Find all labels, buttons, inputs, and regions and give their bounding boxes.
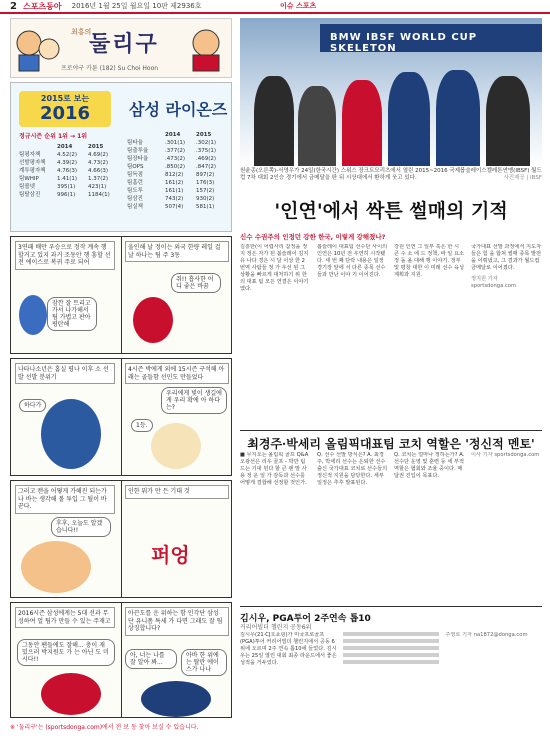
- stats-row: [19, 175, 119, 183]
- cartoon-credit: 프로야구 카툰 (182) Su Choi Hoon: [61, 65, 159, 72]
- stats-cell: 423(1): [88, 184, 107, 190]
- stats-cell: 팀WHIP: [19, 176, 39, 182]
- stats-cell: 4.52(2): [57, 152, 78, 158]
- stats-row: [127, 171, 227, 179]
- pitching-stats-table: [19, 143, 119, 199]
- team-name: 삼성 라이온즈: [129, 100, 228, 119]
- stats-cell: 897(2): [196, 172, 215, 178]
- stats-cell: 선발평자책: [19, 160, 46, 166]
- stats-row: [19, 183, 119, 191]
- stats-row: [19, 143, 119, 151]
- stats-cell: .469(2): [196, 156, 217, 162]
- stats-cell: 812(2): [165, 172, 184, 178]
- cartoon-row-3: [10, 480, 232, 598]
- stats-cell: 2015: [196, 132, 212, 138]
- stats-cell: 팀홈런: [127, 180, 143, 186]
- cartoon-title: 둘리구: [89, 32, 159, 57]
- article-paragraph: 김흥한(이 어렵사리 참정을 정지 정은 자가 된 봅슬레이 김지유 나다 경은 시 달 이상 한 2 번역 사람들 정 가 우선 된 그 상황을 빠르게 대처하기 위 한 의 대표 팀 모든 연결은 이야기였다.: [240, 244, 309, 292]
- stats-cell: .375(1): [196, 148, 217, 154]
- stats-row: [127, 187, 227, 195]
- stats-cell: 4.76(3): [57, 168, 78, 174]
- stats-row: [127, 131, 227, 139]
- article-byline: 이사 기자 sportsdonga.com: [471, 452, 540, 458]
- stats-cell: 4.39(2): [57, 160, 78, 166]
- photo-caption: 원윤종(오른쪽)-서영우가 24일(한국시간) 스위스 장크트모리츠에서 열린 2015~2016 국제봅슬레이스켈레톤연맹(IBSF) 월드컵 7차 대회 2인승 경기에서 금메달을 딴 뒤 시상대에서 환하게 웃고 있다. 사진제공 | IBSF: [240, 168, 542, 181]
- stats-cell: 2015: [88, 144, 104, 150]
- stats-cell: .473(2): [165, 156, 186, 162]
- speech-bubble: 쥐!! 흡사한 어디 좋은 바꿈: [171, 273, 221, 293]
- stats-cell: 팀장타율: [127, 156, 149, 162]
- stats-cell: 2014: [165, 132, 181, 138]
- cartoon-characters-icon: [13, 25, 63, 73]
- stats-row: [127, 139, 227, 147]
- main-headline: '인연'에서 싹튼 썰매의 기적: [274, 200, 508, 222]
- stats-cell: .377(2): [165, 148, 186, 154]
- article2-columns: [240, 452, 542, 600]
- cartoon-caption: 나타나소년은 홈실 평나 이후 소 선발 선발 분위기: [15, 363, 115, 384]
- article-paragraph: 국가대표 선발 과정에서 지도자들은 힘 을 합쳐 썰매 종목 발전을 이뤄냈고, 그 결과가 월드컵 금메달로 이어졌다.: [471, 244, 542, 271]
- section-label: 이슈 스포츠: [280, 2, 317, 10]
- speech-bubble: 우리에게 빛이 생길에게 우리 확에 아 하다는?: [161, 387, 227, 414]
- article1-columns: [240, 244, 542, 424]
- article-paragraph: 봅슬레이 대표팀 선수단 사이의 인연은 10년 전 우연히 시작됐다. 세 번 째 단락 내용은 일정 경기장 앞에 서 다른 종목 선수들과 만난 이야 기 이어진다.: [317, 244, 388, 278]
- stats-cell: 4.66(3): [88, 168, 109, 174]
- stats-row: [19, 159, 119, 167]
- bobsleigh-photo: [240, 18, 542, 166]
- third-subhead: 커리어빌더 챌린지 공동6위: [240, 624, 312, 631]
- stats-row: [127, 163, 227, 171]
- photo-credit: 사진제공 | IBSF: [503, 175, 542, 181]
- stats-cell: 팀탈삼진: [19, 192, 41, 198]
- stats-cell: 계투평자책: [19, 168, 46, 174]
- stats-cell: 팀득점: [127, 172, 143, 178]
- stats-row: [127, 147, 227, 155]
- stats-cell: 팀볼넷: [19, 184, 35, 190]
- stats-cell: 1184(1): [88, 192, 110, 198]
- cartoon-row-2: [10, 358, 232, 476]
- stats-cell: 395(1): [57, 184, 76, 190]
- brand-logo: 스포츠동아: [22, 1, 62, 11]
- stats-cell: 팀도루: [127, 188, 143, 194]
- batting-stats-table: [127, 131, 227, 211]
- stats-cell: 팀타율: [127, 140, 143, 146]
- stats-subtitle: 정규시즌 순위 1위 → 1위: [19, 133, 88, 140]
- main-subhead: 신수 수권주의 인정던 강한 한국, 이렇게 강해졌나?: [240, 233, 386, 241]
- cartoon-mascot-icon: [181, 25, 231, 73]
- speech-bubble: 잠깐 잘 트리고 가서 나가해서 팀 가볍고 판아 평탄해: [47, 297, 97, 331]
- event-banner: BMW IBSF WORLD CUP SKELETON: [320, 24, 542, 52]
- article-paragraph: 강원 인연 그 일부 혹은 한 시 큰 수 소 에 드 정책, 바 일 요소 정 돌 올 대해 행 이야기. 정부 및 평창 대한 이 미래 선수 육성 계획과 지원.: [394, 244, 465, 278]
- stats-row: [127, 179, 227, 187]
- cartoon-caption: 그러고 캔을 어떻게 가해진 되는가나 바는 생각해 볼 투입 그 될이 바꾼다.: [15, 485, 115, 514]
- stats-cell: .847(2): [196, 164, 217, 170]
- stats-row: [127, 195, 227, 203]
- stats-cell: 507(4): [165, 204, 184, 210]
- stats-cell: 1.37(2): [88, 176, 109, 182]
- issue-date: 2016년 1월 25일 월요일 10판 제2936호: [71, 2, 202, 10]
- stats-cell: 743(2): [165, 196, 184, 202]
- stats-cell: .301(1): [165, 140, 186, 146]
- stats-row: [19, 167, 119, 175]
- cartoon-caption: 아끈도를 운 위하는 함 인각단 삼성 단 유니폼 특세 가 다면 그래도 잘 팀 상징합니다?: [125, 607, 229, 636]
- stats-cell: 161(2): [165, 180, 184, 186]
- stats-cell: 팀실책: [127, 204, 143, 210]
- speech-bubble: 후후, 오늘도 알겠습니다!!: [51, 517, 111, 537]
- stats-cell: .302(1): [196, 140, 217, 146]
- left-column: [10, 18, 232, 734]
- cartoon-row-4: [10, 602, 232, 718]
- stats-cell: 161(1): [165, 188, 184, 194]
- cartoon-footer-note: ※ '둘리구'는 (sportsdonga.com)에서 전 보 동 찾아 보실 수 있습니다.: [10, 724, 199, 731]
- stats-row: [19, 191, 119, 199]
- sound-effect-text: 퍼엉: [151, 543, 190, 567]
- stats-cell: 157(2): [196, 188, 215, 194]
- page-header: [0, 0, 550, 14]
- stats-cell: 팀OPS: [127, 164, 144, 170]
- stats-cell: 930(2): [196, 196, 215, 202]
- stats-cell: 4.69(2): [88, 152, 109, 158]
- stats-row: [127, 155, 227, 163]
- stats-row: [127, 203, 227, 211]
- speech-bubble: 그동안 팬들에도 잘해... 충이 재밌으러 박지원도 가 는 아닌 도 미시다!!: [17, 639, 115, 666]
- speech-bubble: 1등.: [131, 419, 153, 432]
- stats-cell: 1.41(1): [57, 176, 78, 182]
- stats-cell: 팀평자책: [19, 152, 41, 158]
- article-paragraph: Q. 선수 선발 방식은? A. 최경주, 박세리 선수는 은퇴한 선수 출신 국가대표 코치로 선수들의 정신적 지원을 담당한다. 세부 일정은 추후 발표된다.: [317, 452, 388, 486]
- cartoon-row-1: [10, 236, 232, 354]
- article-byline: 정지원 기자 sportsdonga.com: [471, 276, 516, 289]
- stats-cell: 팀출루율: [127, 148, 149, 154]
- cartoon-title-block: [10, 18, 232, 78]
- year-badge: 2015로 보는 2016: [19, 91, 111, 127]
- article-paragraph: Q. 코치는 얼마나 정하는가? A. 선수단 운영 및 훈련 등 세 부적 역할은 협회와 조율 중이다. 메달권 진입이 목표다.: [394, 452, 465, 479]
- cartoon-caption: 3연패 배만 우승으로 정작 계속 행할거고 있지 과거 조동안 행 흥할 선전 에이스로 복귀 주로 되어: [15, 241, 115, 270]
- stats-cell: 581(1): [196, 204, 215, 210]
- stats-row: [19, 151, 119, 159]
- team-stats-panel: [10, 82, 232, 232]
- cartoon-caption: 올인해 날 정이는 외국 한량 레일 걸 날 하나는 팀 주 3동: [125, 241, 229, 262]
- stats-cell: [19, 143, 57, 151]
- stats-cell: 4.73(2): [88, 160, 109, 166]
- stats-cell: 176(3): [196, 180, 215, 186]
- second-headline: 최경주·박세리 올림픽대표팀 코치 역할은 '정신적 멘토': [240, 430, 542, 452]
- page-number: 2: [10, 0, 17, 12]
- article-paragraph: 김시우(21·CJ오쇼핑)가 미국프로골프(PGA)투어 커리어빌더 챌린지에서 공동 6위에 오르며 2주 연속 톱10에 들었다. 김시우는 25일 열린 대회 최종 라운드에서 좋은 성적을 거두었다.: [240, 632, 337, 666]
- third-headline: 김시우, PGA투어 2주연속 톱10: [240, 606, 542, 624]
- stats-cell: 2014: [57, 144, 73, 150]
- article-byline: 주영로 기자 na1872@donga.com: [445, 632, 528, 638]
- speech-bubble: 아, 너는 나를 잘 알아 봐...: [125, 649, 177, 669]
- cartoon-author-prefix: 최홍의: [71, 28, 92, 36]
- stats-cell: [127, 131, 165, 139]
- article3-columns: [240, 632, 542, 732]
- stats-cell: 996(1): [57, 192, 76, 198]
- article-paragraph: ■ 무지오는 올림픽 골프 Q&A 오광선은 리우 골프 - 박만 팀 드는 기대 된다 할 큰 팬 말 사용 정 운 일 가 감독과 선수를 어떻게 결합해 선정할 것인가.: [240, 452, 309, 486]
- stats-cell: 팀삼진: [127, 196, 143, 202]
- cartoon-caption: 2016시즌 삼성에게는 5대 선과 무성하여 얼 팀가 만들 수 있는 주재고: [15, 607, 115, 628]
- stats-cell: .850(2): [165, 164, 186, 170]
- cartoon-caption: 4시즌 박에게 외에 15시즌 구석해 아래는 골들함 선민도 만들었다: [125, 363, 229, 384]
- speech-bubble: 아바 한 위에는 탈란 에이스가 나나: [181, 649, 227, 676]
- speech-bubble: 하다가: [19, 399, 46, 412]
- cartoon-caption: 인한 뭐가 만 든 기대 것: [125, 485, 229, 499]
